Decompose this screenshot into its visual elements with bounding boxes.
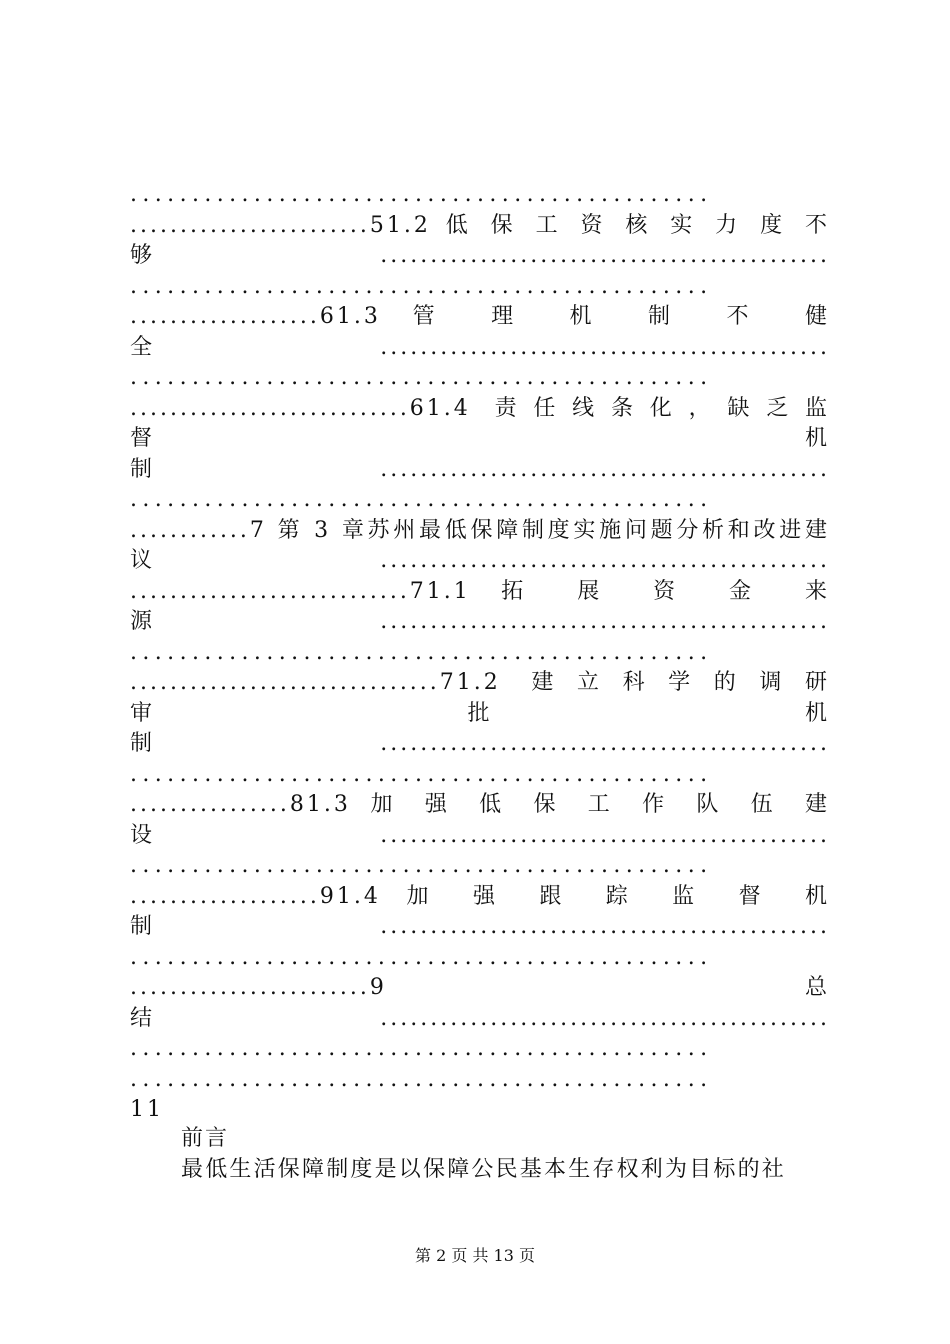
toc-line: ............................................... xyxy=(130,182,713,207)
toc-line: ............................................... xyxy=(130,365,713,390)
toc-line: 督 机 xyxy=(130,426,830,451)
toc-line: 审 批 机 xyxy=(130,700,830,726)
toc-line: 全............................................. xyxy=(130,334,830,360)
toc-line: ................81.3 加 强 低 保 工 作 队 伍 建 xyxy=(130,792,830,817)
toc-line: ............................................... xyxy=(130,761,713,787)
toc-line: ............................................... xyxy=(130,1036,713,1061)
table-of-contents xyxy=(130,180,830,1126)
toc-line: 制............................................. xyxy=(130,731,830,756)
toc-line: 结............................................. xyxy=(130,1005,830,1031)
toc-line: ............................................... xyxy=(130,639,713,665)
page-footer: 第 2 页 共 13 页 xyxy=(415,1246,535,1265)
toc-line: ............................................... xyxy=(130,487,713,512)
toc-line: ...................91.4 加 强 跟 踪 监 督 机 xyxy=(130,883,830,909)
body-paragraph: 最低生活保障制度是以保障公民基本生存权利为目标的社 xyxy=(181,1157,787,1182)
toc-line: 11 xyxy=(130,1097,164,1122)
toc-line: 制............................................. xyxy=(130,914,830,939)
toc-line: 设............................................. xyxy=(130,822,830,848)
toc-line: ...................61.3 管 理 机 制 不 健 xyxy=(130,304,830,329)
toc-line: ............................................... xyxy=(130,273,713,299)
toc-line: ............................................... xyxy=(130,1066,713,1092)
toc-line: ............................................... xyxy=(130,853,713,878)
toc-line: ........................9 总 xyxy=(130,975,830,1000)
toc-line: 够............................................. xyxy=(130,243,830,268)
toc-line: 制............................................. xyxy=(130,456,830,482)
toc-line: 议............................................. xyxy=(130,548,830,573)
toc-line: ........................51.2 低 保 工 资 核 实 力 度 不 xyxy=(130,212,830,238)
toc-line: ............................................... xyxy=(130,944,713,970)
toc-line: ............7 第 3 章苏州最低保障制度实施问题分析和改进建 xyxy=(130,517,830,543)
toc-line: 源............................................. xyxy=(130,609,830,634)
toc-line: ............................61.4 责任线条化，缺乏监 xyxy=(130,395,830,421)
toc-line: ...............................71.2 建立科学的调研 xyxy=(130,670,830,695)
toc-line: ............................71.1 拓 展 资 金 来 xyxy=(130,578,830,604)
section-heading: 前言 xyxy=(181,1126,230,1151)
